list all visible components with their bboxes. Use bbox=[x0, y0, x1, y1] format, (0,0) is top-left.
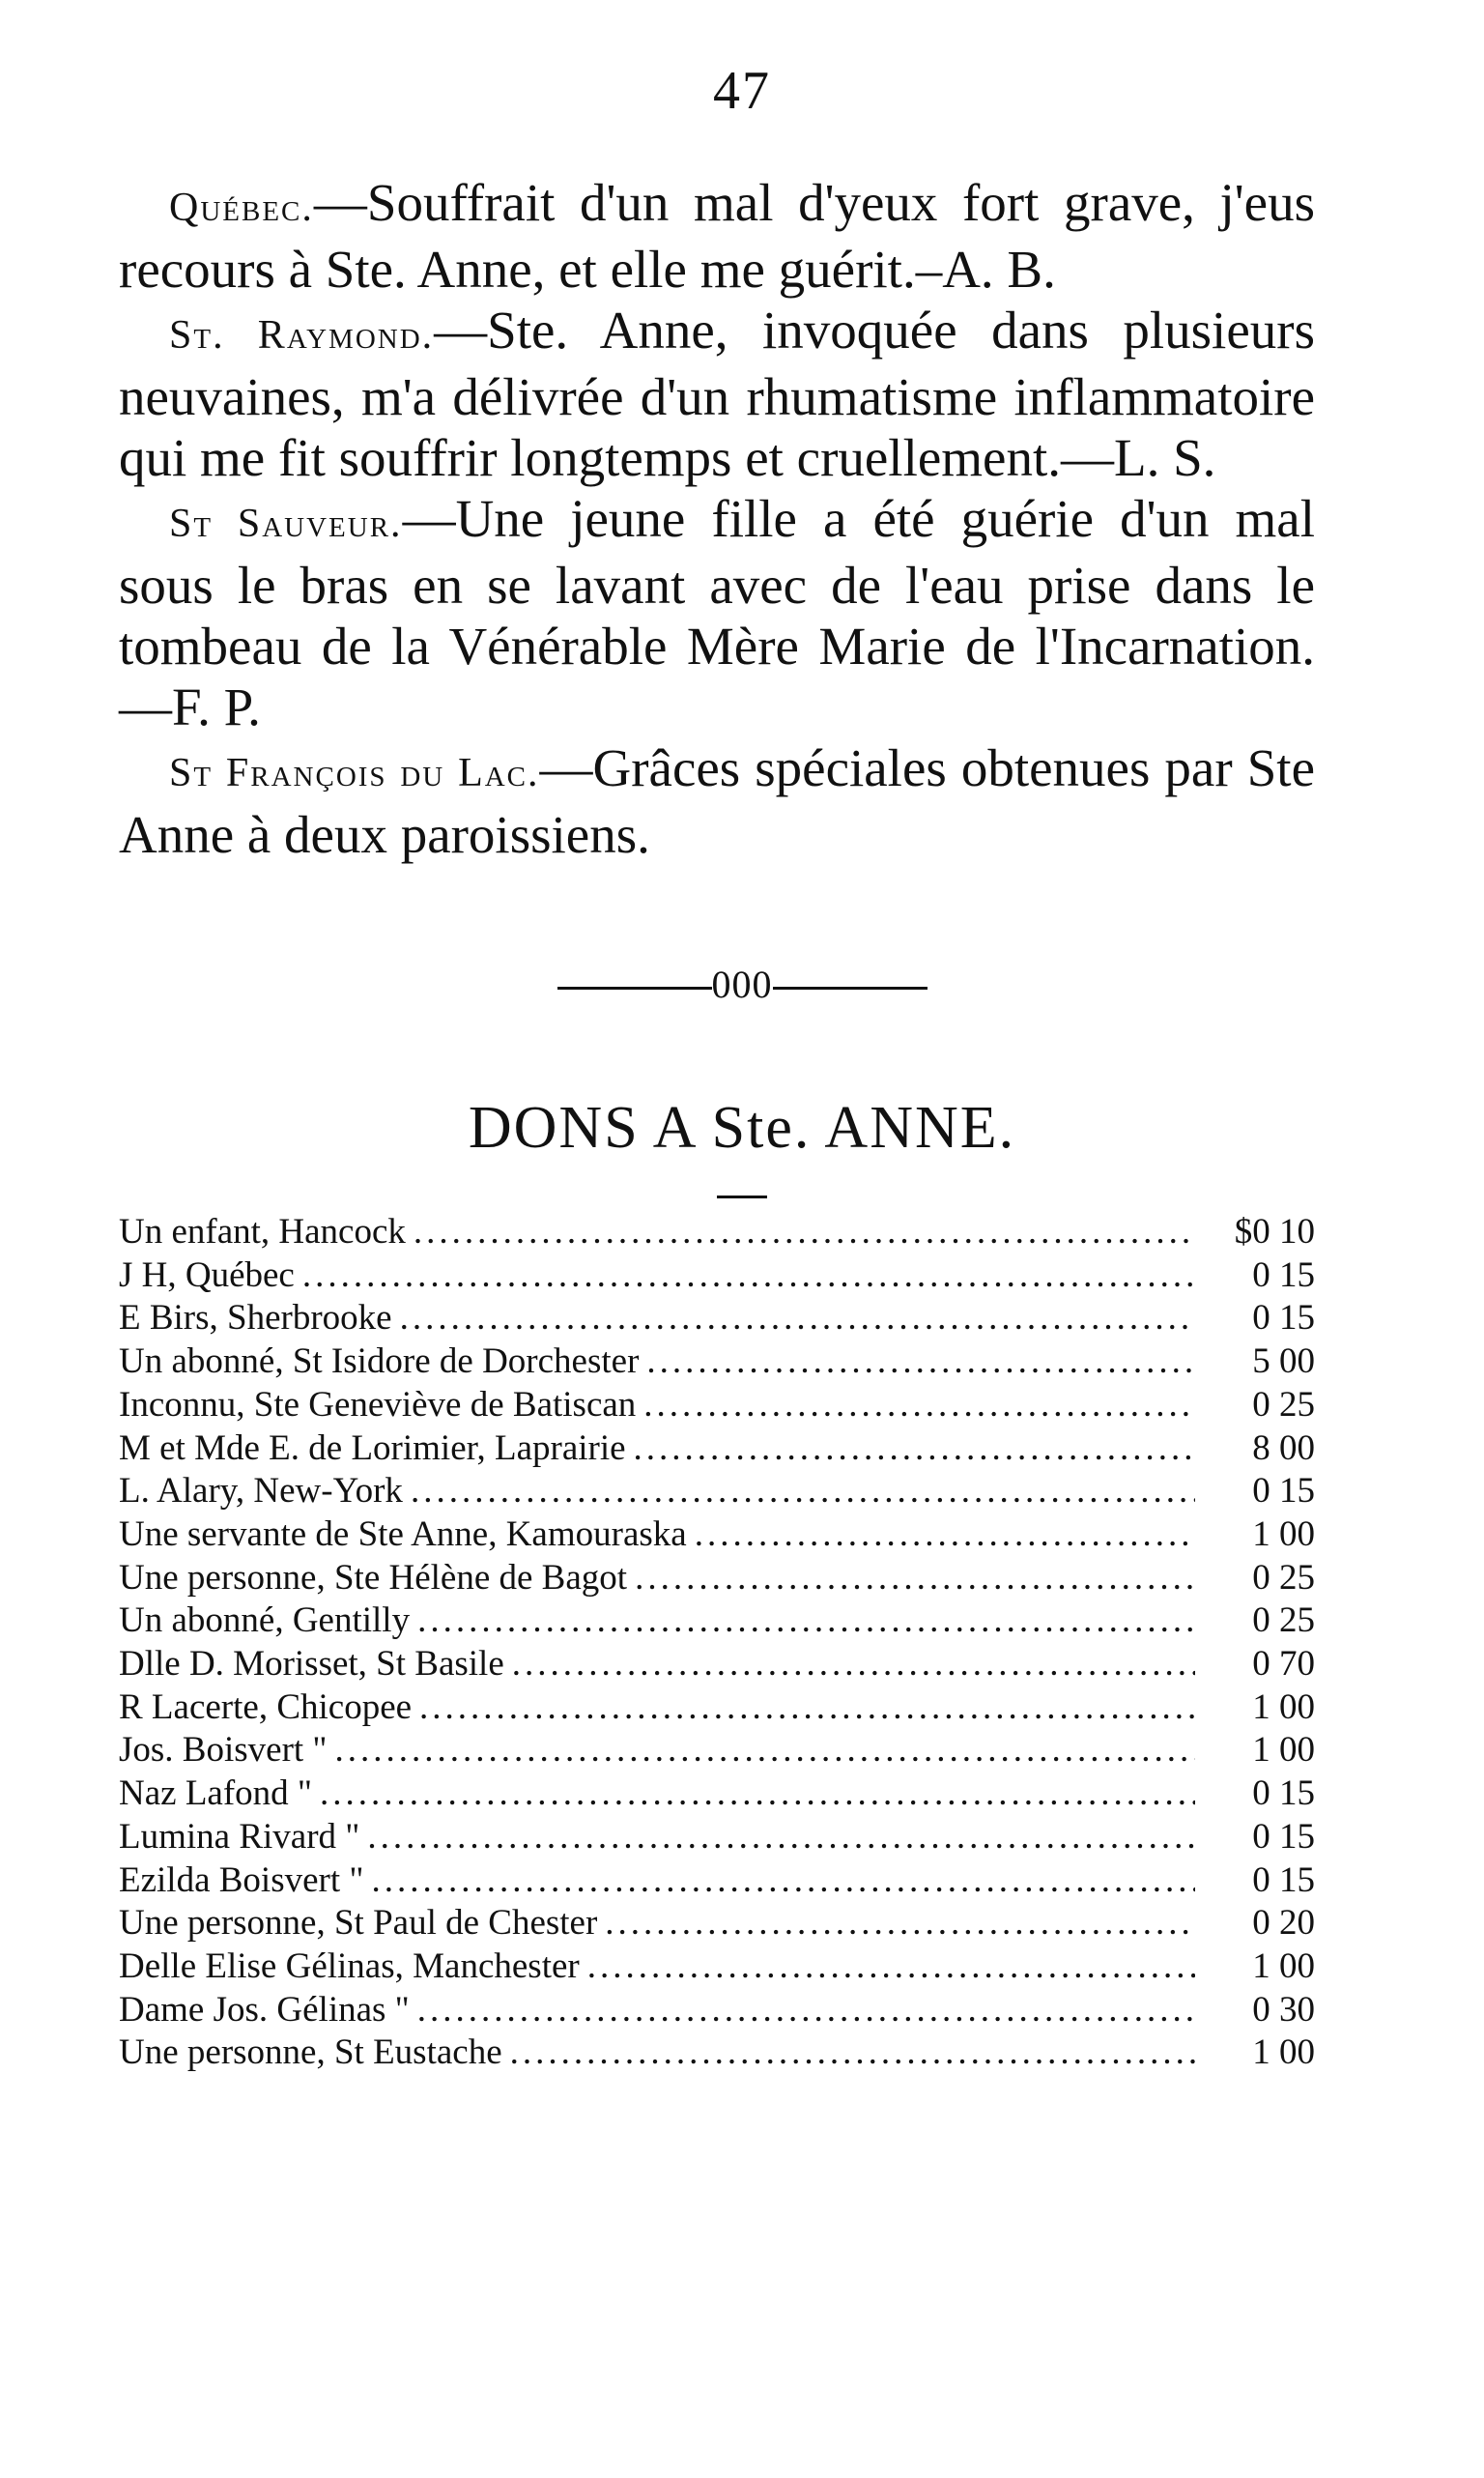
donation-amount: 0 20 bbox=[1252, 1903, 1315, 1944]
donation-amount: 8 00 bbox=[1252, 1427, 1315, 1468]
donation-amount: 1 00 bbox=[1252, 1686, 1315, 1727]
donor-name: Dlle D. Morisset, St Basile bbox=[119, 1644, 504, 1685]
donation-row bbox=[119, 1211, 1315, 1254]
donor-name: M et Mde E. de Lorimier, Laprairie bbox=[119, 1427, 626, 1468]
donation-row bbox=[119, 1599, 1315, 1643]
donation-amount: 0 15 bbox=[1252, 1471, 1315, 1512]
entry-quebec bbox=[119, 172, 1315, 300]
dot-leader bbox=[634, 1427, 1195, 1471]
donation-row bbox=[119, 1859, 1315, 1903]
entry-text: —Une jeune fille a été guérie d'un mal sous le bras en se lavant avec de l'eau prise dans le tombeau de la Vénérable Mère Marie de l'Incarnation.—F. P. bbox=[119, 489, 1315, 736]
donor-name: Un abonné, Gentilly bbox=[119, 1600, 411, 1641]
entry-st-raymond bbox=[119, 300, 1315, 488]
donor-name: Un enfant, Hancock bbox=[119, 1212, 406, 1252]
section-title: DONS A Ste. ANNE. bbox=[468, 1095, 1016, 1161]
donation-amount: 0 15 bbox=[1252, 1816, 1315, 1857]
donation-row bbox=[119, 1427, 1315, 1471]
dot-leader bbox=[414, 1211, 1195, 1254]
donation-amount: 0 15 bbox=[1252, 1773, 1315, 1814]
donation-row bbox=[119, 1643, 1315, 1686]
donation-amount: 1 00 bbox=[1252, 1945, 1315, 1986]
donor-name: Une personne, St Paul de Chester bbox=[119, 1903, 598, 1944]
dot-leader bbox=[510, 2031, 1195, 2075]
entry-place: Québec. bbox=[169, 186, 314, 230]
donation-amount: $0 10 bbox=[1234, 1212, 1315, 1252]
donor-name: Une servante de Ste Anne, Kamouraska bbox=[119, 1513, 687, 1554]
dot-leader bbox=[512, 1643, 1195, 1686]
donor-name: L. Alary, New-York bbox=[119, 1471, 403, 1512]
entry-text: —Grâces spéciales obtenues par Ste Anne à deux paroissiens. bbox=[119, 738, 1315, 864]
donation-amount: 0 15 bbox=[1252, 1254, 1315, 1295]
donation-amount: 0 25 bbox=[1252, 1557, 1315, 1598]
donor-name: J H, Québec bbox=[119, 1254, 295, 1295]
donation-row bbox=[119, 1772, 1315, 1816]
donation-row bbox=[119, 1254, 1315, 1298]
donor-name: Delle Elise Gélinas, Manchester bbox=[119, 1945, 580, 1986]
dot-leader bbox=[646, 1340, 1195, 1384]
donor-name: Jos. Boisvert " bbox=[119, 1730, 328, 1771]
donation-amount: 0 15 bbox=[1252, 1859, 1315, 1900]
dot-leader bbox=[367, 1816, 1195, 1859]
donation-row bbox=[119, 1729, 1315, 1772]
donor-name: Un abonné, St Isidore de Dorchester bbox=[119, 1341, 640, 1382]
dot-leader bbox=[417, 1989, 1195, 2032]
entry-st-sauveur bbox=[119, 488, 1315, 737]
page-number: 47 bbox=[713, 61, 771, 121]
donation-amount: 0 70 bbox=[1252, 1644, 1315, 1685]
donation-row bbox=[119, 1945, 1315, 1989]
dot-leader bbox=[400, 1297, 1195, 1340]
donor-name: E Birs, Sherbrooke bbox=[119, 1298, 392, 1339]
donor-name: Une personne, Ste Hélène de Bagot bbox=[119, 1557, 628, 1598]
donor-name: Ezilda Boisvert " bbox=[119, 1859, 364, 1900]
donation-row bbox=[119, 1384, 1315, 1427]
dot-leader bbox=[587, 1945, 1195, 1989]
donation-amount: 1 00 bbox=[1252, 2032, 1315, 2073]
dot-leader bbox=[643, 1384, 1195, 1427]
donation-amount: 0 30 bbox=[1252, 1989, 1315, 2030]
donations-list bbox=[119, 1211, 1315, 2075]
donation-amount: 1 00 bbox=[1252, 1730, 1315, 1771]
entry-place: St Sauveur. bbox=[169, 502, 403, 546]
donation-row bbox=[119, 1297, 1315, 1340]
dot-leader bbox=[335, 1729, 1195, 1772]
donor-name: Inconnu, Ste Geneviève de Batiscan bbox=[119, 1384, 637, 1425]
dot-leader bbox=[417, 1599, 1195, 1643]
donation-row bbox=[119, 1513, 1315, 1557]
entry-place: St. Raymond. bbox=[169, 313, 435, 358]
donation-row bbox=[119, 1557, 1315, 1600]
donation-row bbox=[119, 1902, 1315, 1945]
donation-row bbox=[119, 1470, 1315, 1513]
entry-text: —Ste. Anne, invoquée dans plusieurs neuvaines, m'a délivrée d'un rhumatisme inflammatoire qui me fit souffrir longtemps et cruellement.—L. S. bbox=[119, 301, 1315, 487]
dot-leader bbox=[635, 1557, 1195, 1600]
dot-leader bbox=[419, 1686, 1195, 1730]
dot-leader bbox=[320, 1772, 1195, 1816]
title-underline bbox=[717, 1196, 767, 1198]
testimonial-entries bbox=[119, 172, 1315, 865]
donation-row bbox=[119, 1686, 1315, 1730]
divider-rule-left bbox=[557, 987, 712, 990]
donor-name: Lumina Rivard " bbox=[119, 1816, 360, 1857]
donation-row bbox=[119, 1989, 1315, 2032]
donation-amount: 0 25 bbox=[1252, 1600, 1315, 1641]
donation-amount: 1 00 bbox=[1252, 1513, 1315, 1554]
entry-place: St François du Lac. bbox=[169, 751, 540, 795]
donation-amount: 0 15 bbox=[1252, 1298, 1315, 1339]
donation-row bbox=[119, 2031, 1315, 2075]
donor-name: Une personne, St Eustache bbox=[119, 2032, 502, 2073]
donation-amount: 0 25 bbox=[1252, 1384, 1315, 1425]
donation-amount: 5 00 bbox=[1252, 1341, 1315, 1382]
dot-leader bbox=[372, 1859, 1196, 1903]
dot-leader bbox=[695, 1513, 1195, 1557]
entry-text: —Souffrait d'un mal d'yeux fort grave, j'eus recours à Ste. Anne, et elle me guérit.–A. B. bbox=[119, 173, 1315, 299]
dot-leader bbox=[605, 1902, 1195, 1945]
donation-row bbox=[119, 1816, 1315, 1859]
donor-name: Dame Jos. Gélinas " bbox=[119, 1989, 410, 2030]
donor-name: Naz Lafond " bbox=[119, 1773, 313, 1814]
donation-row bbox=[119, 1340, 1315, 1384]
entry-st-francois-du-lac bbox=[119, 737, 1315, 865]
divider-ornament: 000 bbox=[711, 963, 773, 1006]
donor-name: R Lacerte, Chicopee bbox=[119, 1686, 413, 1727]
section-divider bbox=[0, 959, 1484, 1011]
dot-leader bbox=[411, 1470, 1195, 1513]
dot-leader bbox=[302, 1254, 1195, 1298]
divider-rule-right bbox=[773, 987, 928, 990]
